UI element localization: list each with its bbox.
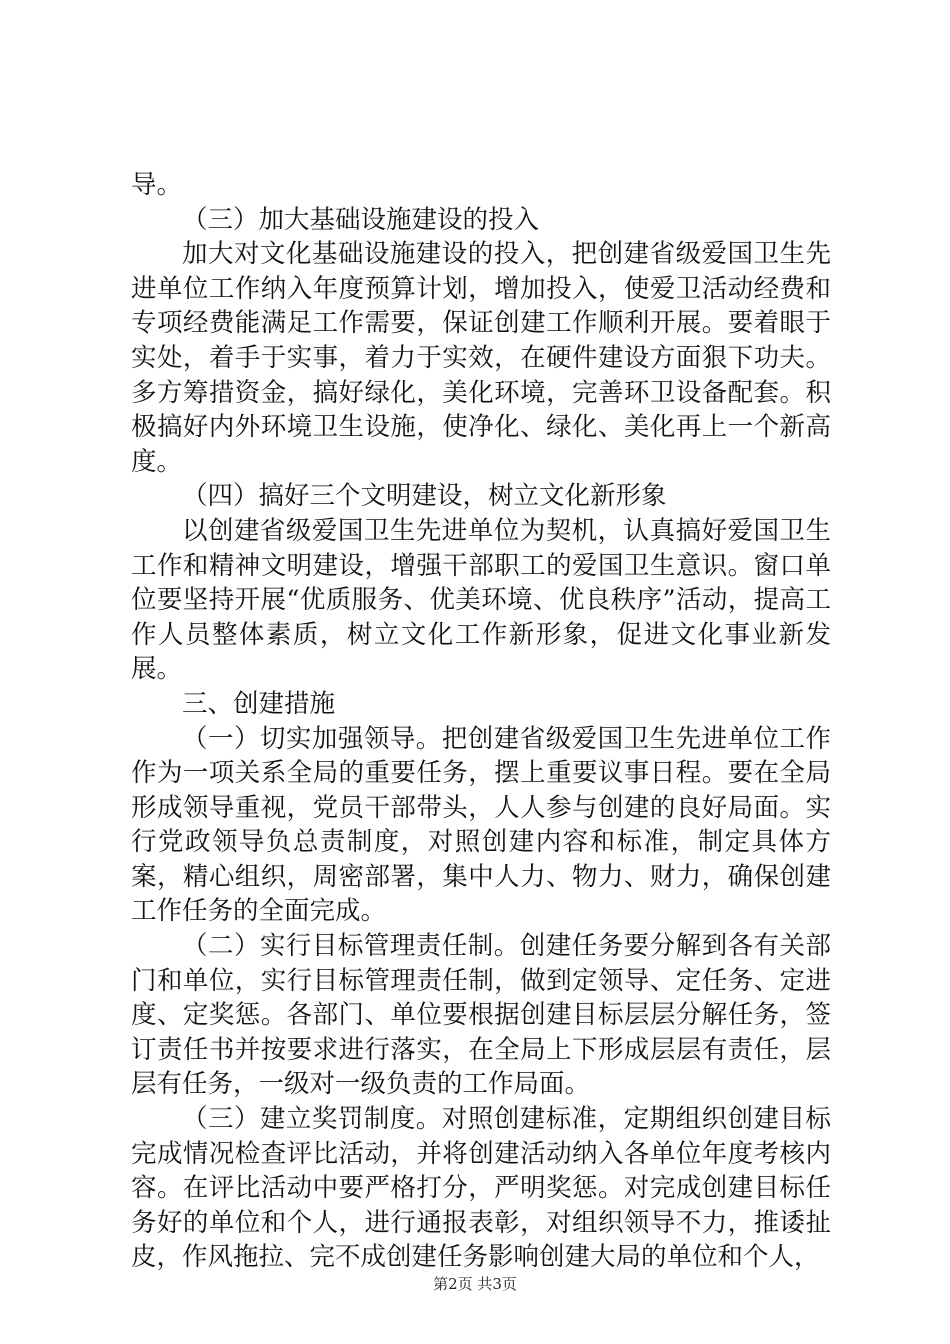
section-heading-3: （三）加大基础设施建设的投入 [182,204,540,235]
section-heading-4: （四）搞好三个文明建设，树立文化新形象 [182,481,667,512]
paragraph-reward-penalty: （三）建立奖罚制度。对照创建标准，定期组织创建目标完成情况检查评比活动，并将创建活动纳入各单位年度考核内容。在评比活动中要严格打分，严明奖惩。对完成创建目标任务好的单位和个人，进行通报表彰，对组织领导不力，推诿扯皮，作风拖拉、完不成创建任务影响创建大局的单位和个人， [131,1104,831,1273]
paragraph-continuation: 导。 [131,170,183,200]
document-body [131,168,831,1275]
page-footer: 第2页 共3页 [433,1275,517,1293]
paragraph-responsibility: （二）实行目标管理责任制。创建任务要分解到各有关部门和单位，实行目标管理责任制，做到定领导、定任务、定进度、定奖惩。各部门、单位要根据创建目标层层分解任务，签订责任书并按要求进行落实，在全局上下形成层层有责任，层层有任务，一级对一级负责的工作局面。 [131,931,831,1100]
paragraph-infrastructure: 加大对文化基础设施建设的投入，把创建省级爱国卫生先进单位工作纳入年度预算计划，增加投入，使爱卫活动经费和专项经费能满足工作需要，保证创建工作顺利开展。要着眼于实处，着手于实事，着力于实效，在硬件建设方面狠下功夫。多方筹措资金，搞好绿化，美化环境，完善环卫设备配套。积极搞好内外环境卫生设施，使净化、绿化、美化再上一个新高度。 [131,239,831,477]
paragraph-civilization: 以创建省级爱国卫生先进单位为契机，认真搞好爱国卫生工作和精神文明建设，增强干部职工的爱国卫生意识。窗口单位要坚持开展“优质服务、优美环境、优良秩序”活动，提高工作人员整体素质，树立文化工作新形象，促进文化事业新发展。 [131,515,831,685]
chapter-heading-measures: 三、创建措施 [182,688,336,719]
paragraph-leadership: （一）切实加强领导。把创建省级爱国卫生先进单位工作作为一项关系全局的重要任务，摆上重要议事日程。要在全局形成领导重视，党员干部带头，人人参与创建的良好局面。实行党政领导负总责制度，对照创建内容和标准，制定具体方案，精心组织，周密部署，集中人力、物力、财力，确保创建工作任务的全面完成。 [131,723,831,927]
